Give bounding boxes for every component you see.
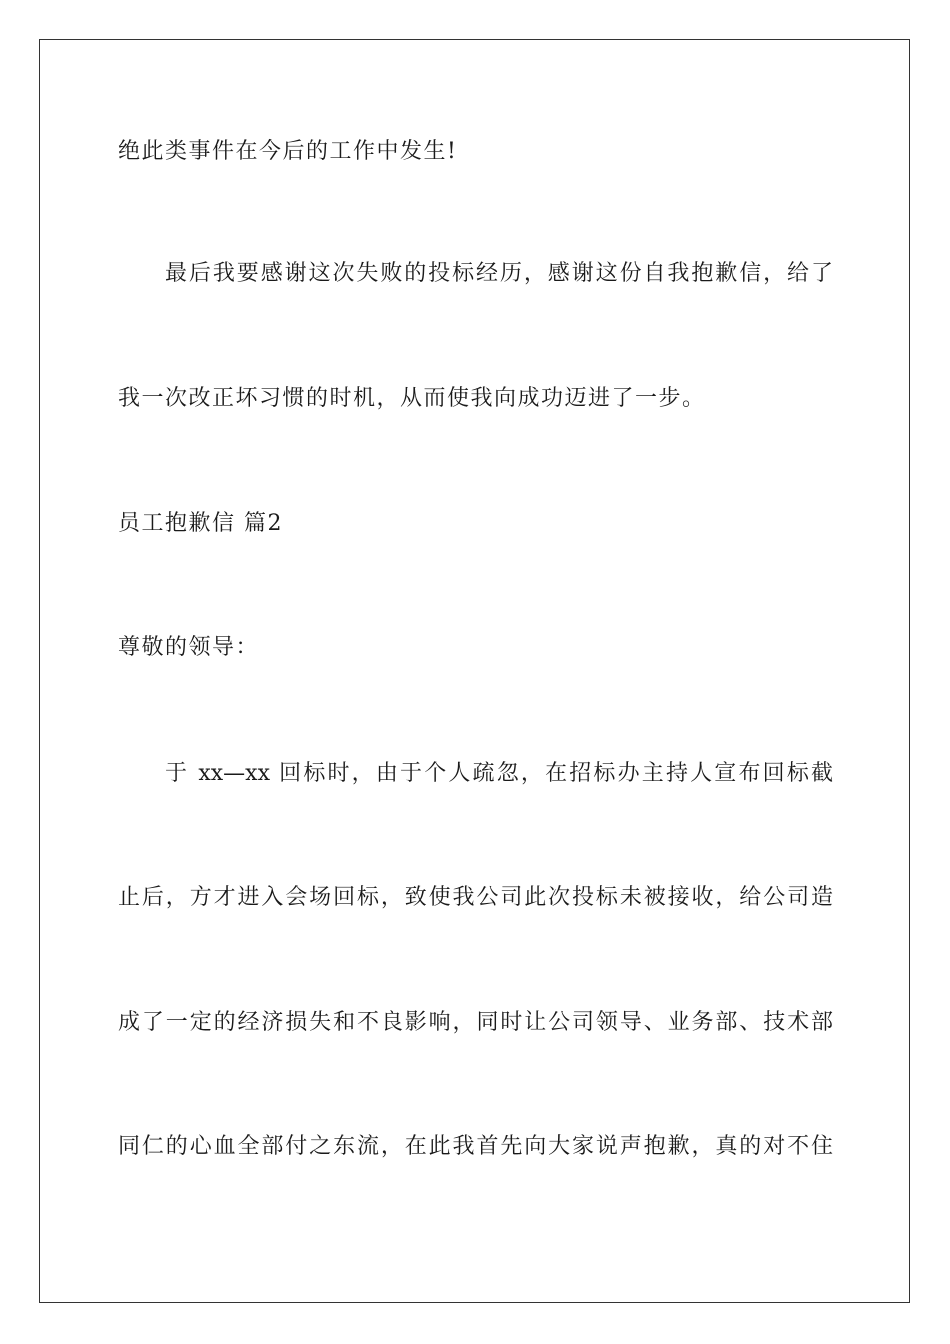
body-line-3: 我一次改正坏习惯的时机，从而使我向成功迈进了一步。	[118, 386, 706, 411]
page-border	[39, 39, 910, 1303]
body-line-2: 最后我要感谢这次失败的投标经历，感谢这份自我抱歉信，给了	[165, 261, 833, 286]
body-line-5: 止后，方才进入会场回标，致使我公司此次投标未被接收，给公司造	[118, 885, 833, 910]
salutation: 尊敬的领导：	[118, 635, 260, 660]
body-line-6: 成了一定的经济损失和不良影响，同时让公司领导、业务部、技术部	[118, 1010, 833, 1035]
section-heading: 员工抱歉信 篇2	[118, 511, 283, 536]
body-line-1: 绝此类事件在今后的工作中发生!	[118, 139, 458, 164]
body-line-7: 同仁的心血全部付之东流，在此我首先向大家说声抱歉，真的对不住	[118, 1134, 833, 1159]
body-line-4: 于 xx—xx 回标时，由于个人疏忽，在招标办主持人宣布回标截	[165, 761, 833, 786]
